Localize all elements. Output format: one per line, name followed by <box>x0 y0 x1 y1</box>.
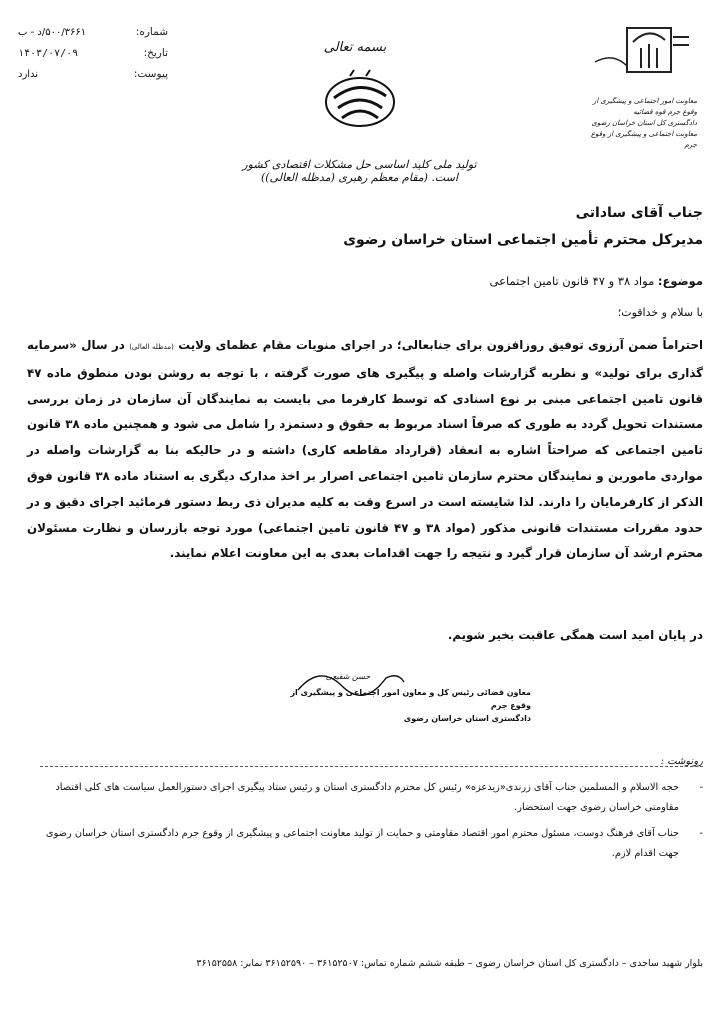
subject-line <box>490 274 703 288</box>
attachment-label: پیوست: <box>133 68 168 80</box>
cc-divider <box>40 766 703 767</box>
cc-item <box>38 824 703 864</box>
signatory-name: حسن شفیعی <box>325 672 371 681</box>
body-opening: احتراماً ضمن آرزوی توفیق روزافزون برای جنابعالی؛ در اجرای منویات مقام عظمای ولایت <box>173 338 703 352</box>
org-line: دادگستری کل استان خراسان رضوی <box>591 119 697 127</box>
number-label: شماره: <box>135 26 168 38</box>
org-line: معاونت اجتماعی و پیشگیری از وقوع جرم <box>590 130 697 149</box>
date-row <box>18 43 168 64</box>
judiciary-emblem-logo <box>593 22 693 84</box>
slogan-calligraphy-logo <box>320 68 400 136</box>
closing-line: در پایان امید است همگی عاقبت بخیر شویم. <box>447 628 703 642</box>
bismillah-heading: بسمه تعالی <box>323 40 387 55</box>
cc-item-text: جناب آقای فرهنگ دوست، مسئول محترم امور اقتصاد مقاومتی و حمایت از تولید معاونت اجتماعی و پیشگیری از وقوع جرم دادگستری استان خراسان رضوی جهت اقدام لازم. <box>45 828 679 859</box>
number-row <box>18 22 168 43</box>
subject-label: موضوع: <box>657 274 703 288</box>
cc-list <box>38 778 703 870</box>
body-honorific: (مدظله العالی) <box>129 343 174 351</box>
greeting: با سلام و خداقوت؛ <box>617 306 703 319</box>
issuing-organization <box>587 96 697 151</box>
org-line: معاونت امور اجتماعی و پیشگیری از وقوع جرم قوه قضائیه <box>592 97 697 116</box>
body-quote: سرمایه گذاری برای تولید <box>27 338 703 380</box>
national-production-tagline: تولید ملی کلید اساسی حل مشکلات اقتصادی کشور است. (مقام معظم رهبری (مدظله العالی)) <box>242 158 477 184</box>
recipient-title: مدیرکل محترم تأمین اجتماعی استان خراسان رضوی <box>343 232 703 248</box>
bullet-dash-icon: - <box>699 782 703 793</box>
cc-item-text: حجه الاسلام و المسلمین جناب آقای زرندی«زیدعزه» رئیس کل محترم دادگستری استان و رئیس ستاد پیگیری اجرای دستورالعمل سیاست های کلی اقتصاد مقاومتی خراسان رضوی جهت استحضار. <box>55 782 679 813</box>
cc-label: رونوشت : <box>660 756 703 767</box>
date-value: ۱۴۰۳/۰۷/۰۹ <box>18 48 79 59</box>
attachment-row <box>18 64 168 85</box>
body-after-honorific: در سال « <box>69 338 130 352</box>
footer-contact: بلوار شهید ساجدی – دادگستری کل استان خراسان رضوی – طبقه ششم شماره تماس: ۳۶۱۵۲۵۰۷ – ۳۶۱۵۲۵۹۰ نمابر: ۳۶۱۵۲۵۵۸ <box>196 958 703 969</box>
attachment-value: ندارد <box>18 69 39 80</box>
subject-text: مواد ۳۸ و ۴۷ قانون تامین اجتماعی <box>489 274 655 288</box>
body-rest: » و نظربه گزارشات واصله و پیگیری های صورت گرفته ، با توجه به روشن بودن منطوق ماده ۴۷ قانون تامین اجتماعی مبنی بر نوع اسنادی که توسط کارفرما می بایست به نمایندگان آن سازمان در زمان بررسی مستندات تحویل گردد به طوری که صرفاً اسناد مربوط به حقوق و دستمزد را شامل می شود و همچنین ماده ۳۸ قانون تامین اجتماعی که صراحتاً اشاره به انعقاد (قرارداد مقاطعه کاری) داشته و در حالیکه بنا به گزارشات واصله در مواردی ماموربن و نمایندگان محترم سازمان تامین اجتماعی اصرار بر اخذ مدارک دیگری به استناد ماده ۳۸ قانون فوق الذکر از کارفرمایان را دارند. لذا شایسته است در اسرع وقت به کلیه مدیران ذی ربط دستور فرمائید اجرای دقیق و در حدود مقررات مستندات قانونی مذکور (مواد ۳۸ و ۴۷ قانون تامین اجتماعی) مورد توجه بازرسان و نظارت مسئولان محترم ارشد آن سازمان قرار گیرد و نتیجه را جهت اقدامات بعدی به این معاونت اعلام نمایند. <box>27 365 704 561</box>
date-label: تاریخ: <box>143 47 168 59</box>
letter-body <box>27 333 703 567</box>
signatory-title-line: معاون قضائی رئیس کل و معاون امور اجتماعی و پیشگیری از وقوع جرم <box>290 688 531 710</box>
cc-item <box>38 778 703 818</box>
bullet-dash-icon: - <box>699 828 703 839</box>
signatory-title <box>276 686 531 725</box>
recipient-name: جناب آقای ساداتی <box>575 205 703 221</box>
letter-meta <box>18 22 168 85</box>
signatory-title-line: دادگستری استان خراسان رضوی <box>403 714 531 723</box>
number-value: ۵۰۰/۳۶۶۱/د - ب <box>18 27 87 38</box>
